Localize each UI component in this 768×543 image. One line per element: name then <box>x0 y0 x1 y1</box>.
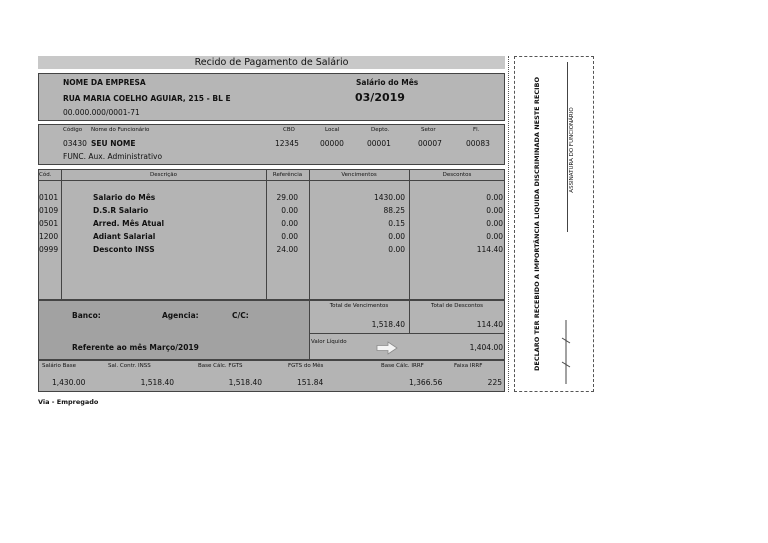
col-header-cod: Cód. <box>39 172 52 178</box>
row-cod: 0101 <box>39 193 59 202</box>
row-venc: 0.00 <box>388 232 405 241</box>
sal-contr-label: Sal. Contr. INSS <box>108 363 151 369</box>
col-header-desconto: Descontos <box>442 172 472 178</box>
emp-cbo: 12345 <box>275 139 299 148</box>
row-desconto: 0.00 <box>486 219 503 228</box>
row-desc: Arred. Mês Atual <box>93 219 165 228</box>
emp-dept: 00001 <box>367 139 391 148</box>
row-ref: 0.00 <box>281 206 298 215</box>
company-address: RUA MARIA COELHO AGUIAR, 215 - BL E <box>63 94 231 103</box>
receipt-title: Recido de Pagamento de Salário <box>194 57 349 68</box>
company-name: NOME DA EMPRESA <box>63 78 146 87</box>
emp-name: SEU NOME <box>91 139 136 148</box>
row-desconto: 0.00 <box>486 193 503 202</box>
emp-code-header: Código <box>63 127 83 133</box>
base-irrf-label: Base Cálc. IRRF <box>381 363 424 369</box>
base-fgts-value: 1,518.40 <box>228 378 262 387</box>
emp-fl-header: Fl. <box>473 127 480 133</box>
emp-cbo-header: CBO <box>283 127 295 133</box>
row-ref: 0.00 <box>281 219 298 228</box>
cut-line <box>508 56 509 392</box>
declaration-text: DECLARO TER RECEBIDO A IMPORTÂNCIA LIQUIDA DISCRIMINADA NESTE RECIBO <box>533 76 541 372</box>
row-ref: 24.00 <box>276 245 298 254</box>
period-value: 03/2019 <box>355 91 405 104</box>
row-desconto: 0.00 <box>486 206 503 215</box>
arrow-right-icon <box>376 340 398 354</box>
col-header-desc: Descrição <box>149 172 178 178</box>
total-venc-value: 1,518.40 <box>371 320 405 329</box>
account-label: C/C: <box>232 311 249 320</box>
emp-name-header: Nome do Funcionário <box>91 127 150 133</box>
row-cod: 0999 <box>39 245 59 254</box>
row-desc: Salario do Mês <box>93 193 156 202</box>
row-venc: 88.25 <box>383 206 405 215</box>
emp-setor-header: Setor <box>421 127 436 133</box>
row-venc: 0.00 <box>388 245 405 254</box>
signature-line <box>567 62 568 232</box>
row-cod: 0501 <box>39 219 59 228</box>
emp-function: FUNC. Aux. Administrativo <box>63 152 163 161</box>
sal-contr-value: 1,518.40 <box>140 378 174 387</box>
via-label: Via - Empregado <box>38 398 99 406</box>
faixa-irrf-label: Faixa IRRF <box>454 363 483 369</box>
base-irrf-value: 1,366.56 <box>409 378 443 387</box>
date-field <box>552 318 578 388</box>
emp-setor: 00007 <box>418 139 442 148</box>
faixa-irrf-value: 225 <box>487 378 502 387</box>
row-cod: 0109 <box>39 206 59 215</box>
emp-local: 00000 <box>320 139 344 148</box>
row-cod: 1200 <box>39 232 59 241</box>
row-ref: 0.00 <box>281 232 298 241</box>
total-venc-label: Total de Vencimentos <box>329 303 389 309</box>
row-desc: Adiant Salarial <box>93 232 156 241</box>
col-header-venc: Vencimentos <box>341 172 377 178</box>
fgts-mes-label: FGTS do Mês <box>288 363 324 369</box>
liquido-value: 1,404.00 <box>469 343 503 352</box>
emp-dept-header: Depto. <box>371 127 390 133</box>
row-venc: 1430.00 <box>373 193 405 202</box>
period-label: Salário do Mês <box>356 78 419 87</box>
emp-local-header: Local <box>325 127 340 133</box>
signature-label: ASSINATURA DO FUNCIONÁRIO <box>569 107 575 193</box>
emp-code: 03430 <box>63 139 87 148</box>
total-desc-label: Total de Descontos <box>431 303 483 309</box>
referente-text: Referente ao mês Março/2019 <box>72 343 199 352</box>
row-desc: D.S.R Salario <box>93 206 149 215</box>
total-desc-value: 114.40 <box>476 320 503 329</box>
row-venc: 0.15 <box>388 219 405 228</box>
row-ref: 29.00 <box>276 193 298 202</box>
salario-base-value: 1,430.00 <box>52 378 86 387</box>
emp-fl: 00083 <box>466 139 490 148</box>
company-cnpj: 00.000.000/0001-71 <box>63 108 140 117</box>
salario-base-label: Salário Base <box>42 363 77 369</box>
row-desconto: 0.00 <box>486 232 503 241</box>
base-fgts-label: Base Cálc. FGTS <box>198 363 243 369</box>
bank-label: Banco: <box>72 311 101 320</box>
row-desc: Desconto INSS <box>93 245 155 254</box>
liquido-label: Valor Líquido <box>311 339 347 345</box>
agency-label: Agencia: <box>162 311 199 320</box>
fgts-mes-value: 151.84 <box>297 378 324 387</box>
row-desconto: 114.40 <box>476 245 503 254</box>
col-header-ref: Referência <box>272 172 303 178</box>
